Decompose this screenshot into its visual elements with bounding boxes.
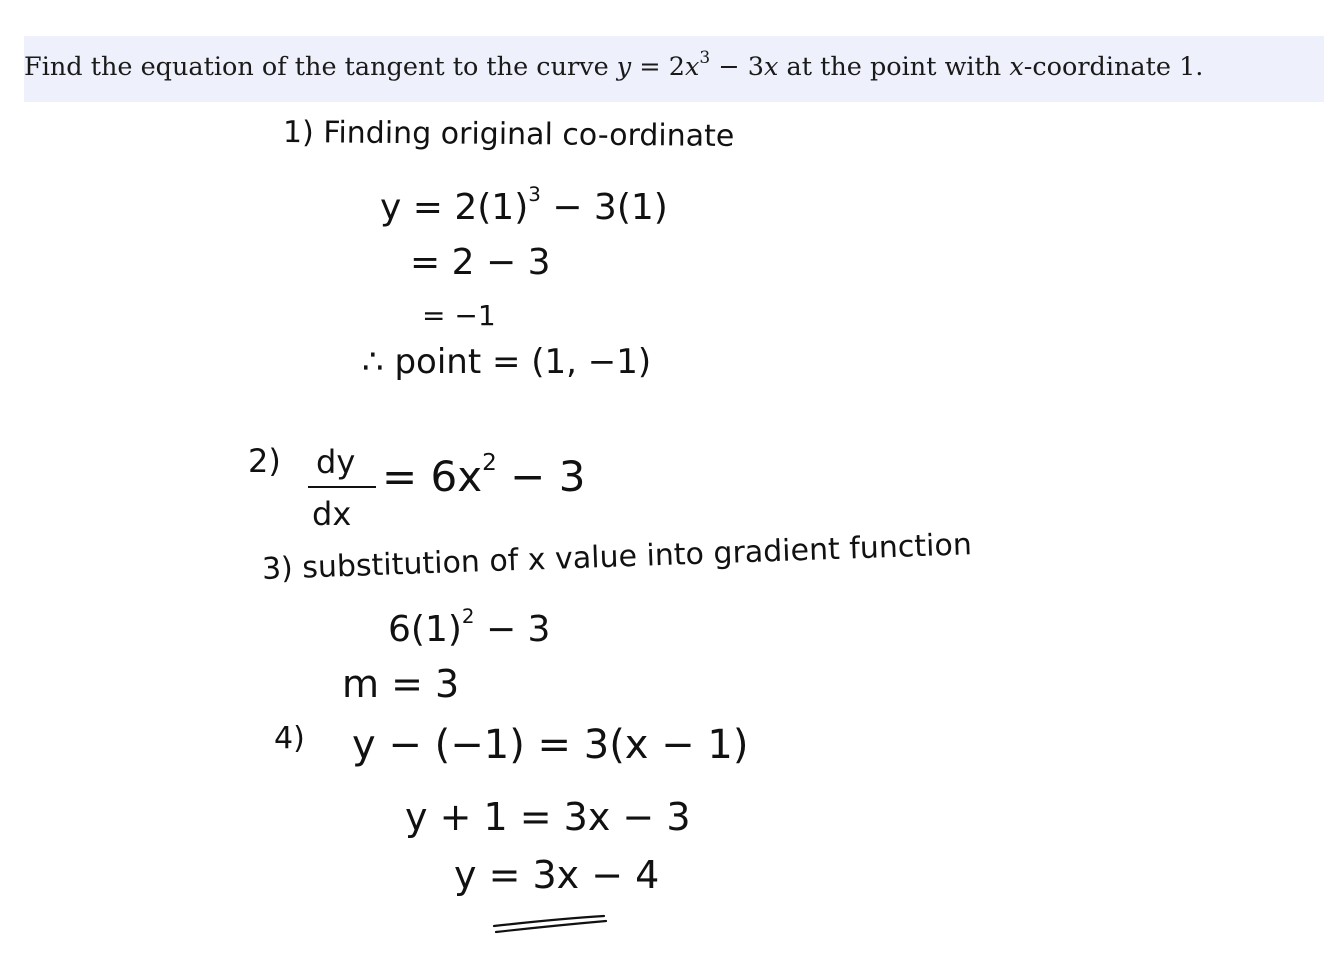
step1-line1-base: y = 2(1) xyxy=(380,187,529,228)
question-banner xyxy=(24,36,1324,102)
step3-line1-exponent: 2 xyxy=(461,605,475,629)
fraction-bar xyxy=(308,486,376,488)
step4-line2: y + 1 = 3x − 3 xyxy=(405,795,691,839)
step1-heading: 1) Finding original co-ordinate xyxy=(282,115,735,154)
question-part1: Find the equation of the tangent to the curve xyxy=(24,52,617,82)
step2-rhs-rest: − 3 xyxy=(496,452,586,501)
step4-line3: y = 3x − 4 xyxy=(454,853,660,897)
question-minus: − 3 xyxy=(710,52,765,82)
step2-rhs xyxy=(382,450,586,501)
step3-heading: 3) substitution of x value into gradient function xyxy=(261,527,973,587)
answer-double-underline xyxy=(490,908,610,938)
step1-line1-exponent: 3 xyxy=(528,183,541,207)
step2-derivative-fraction xyxy=(308,443,378,536)
step3-line1-base: 6(1) xyxy=(388,609,462,650)
step2-label: 2) xyxy=(248,442,281,480)
question-var-x: x xyxy=(685,52,700,82)
step4-label: 4) xyxy=(274,721,305,756)
question-equals: = 2 xyxy=(631,52,686,82)
step3-line2: m = 3 xyxy=(342,662,460,706)
step2-rhs-exponent: 2 xyxy=(482,450,497,477)
step1-line3: = −1 xyxy=(422,299,496,332)
step2-rhs-base: = 6x xyxy=(382,452,483,501)
question-part2: at the point with xyxy=(778,52,1010,82)
step1-line1-rest: − 3(1) xyxy=(540,187,668,228)
step3-line1-rest: − 3 xyxy=(474,609,551,650)
step1-line1 xyxy=(380,183,668,228)
question-text xyxy=(24,38,1203,96)
question-exponent: 3 xyxy=(699,48,711,68)
question-var-x3: x xyxy=(1009,52,1024,82)
step3-line1 xyxy=(388,605,551,650)
step1-point: ∴ point = (1, −1) xyxy=(362,342,652,382)
question-var-y: y xyxy=(616,52,632,82)
question-var-x2: x xyxy=(764,52,779,82)
question-part3: -coordinate 1. xyxy=(1023,52,1204,82)
step4-line1: y − (−1) = 3(x − 1) xyxy=(352,722,749,768)
step2-numerator: dy xyxy=(316,443,356,481)
step1-line2: = 2 − 3 xyxy=(410,242,551,283)
step2-denominator: dx xyxy=(312,495,352,533)
